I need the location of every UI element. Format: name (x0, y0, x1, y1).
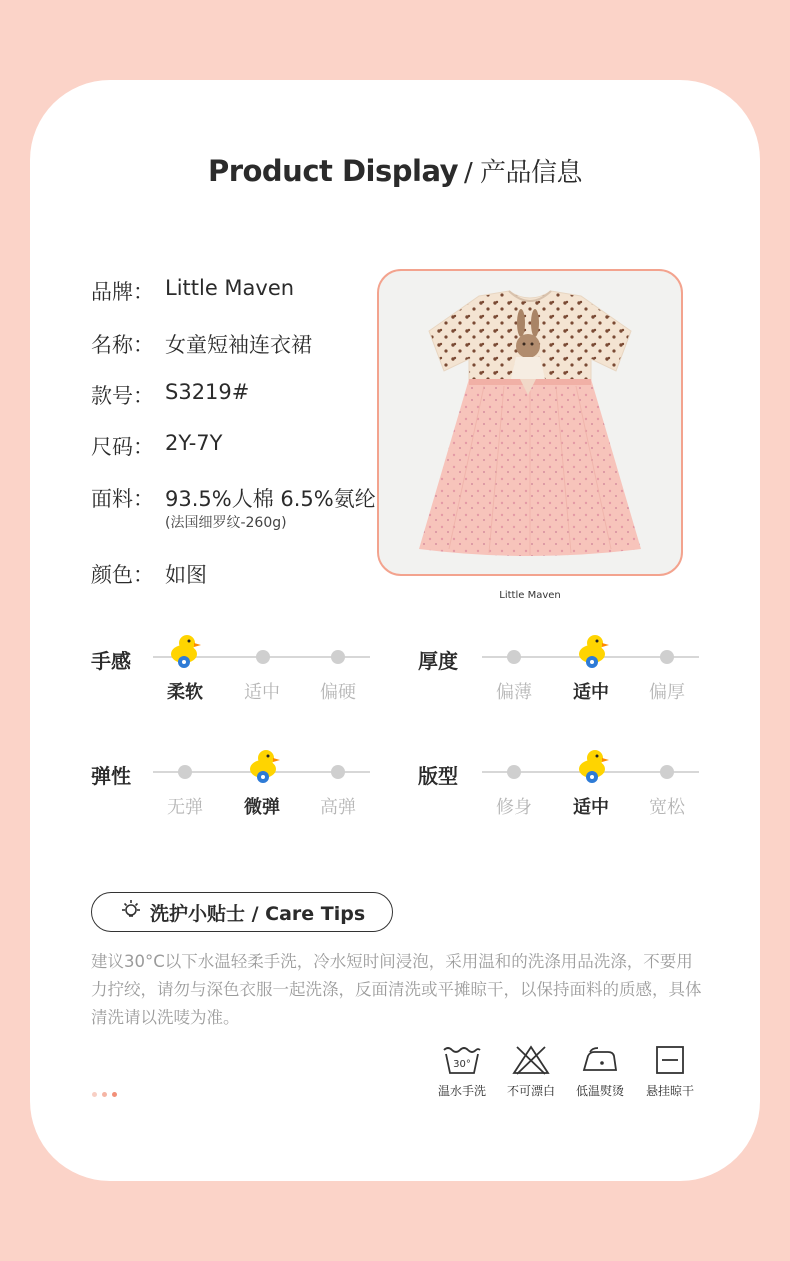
info-value: S3219# (165, 380, 250, 404)
photo-caption: Little Maven (499, 590, 561, 601)
page-indicator (92, 1092, 117, 1097)
scale-option: 微弹 (244, 797, 280, 818)
scale-option: 偏硬 (320, 682, 356, 703)
scale-option: 宽松 (649, 797, 685, 818)
scale-option: 适中 (244, 682, 280, 703)
scale-dot (178, 765, 192, 779)
hang-dry-icon (635, 1044, 705, 1099)
scale-dot (256, 650, 270, 664)
duck-marker-icon (576, 632, 612, 670)
scale-dot (507, 765, 521, 779)
scale-dot (331, 765, 345, 779)
title-english: Product Display (207, 154, 459, 188)
info-row-name (91, 329, 312, 359)
wash-temperature: 30° (453, 1059, 471, 1070)
scale-option: 偏薄 (496, 682, 532, 703)
scale-option: 柔软 (167, 682, 203, 703)
scale-dot (331, 650, 345, 664)
scale-dot (660, 650, 674, 664)
wash-30-icon (427, 1044, 497, 1099)
info-row-size (91, 431, 222, 461)
product-photo (377, 269, 683, 576)
care-instructions: 建议30°C以下水温轻柔手洗，冷水短时间浸泡，采用温和的洗涤用品洗涤，不要用力拧绞，请勿与深色衣服一起洗涤，反面清洗或平摊晾干，以保持面料的质感，具体清洗请以洗唛为准。 (91, 952, 702, 1027)
info-value: 女童短袖连衣裙 (165, 333, 312, 357)
info-value: 如图 (165, 563, 207, 587)
scale-dot (660, 765, 674, 779)
scale-option: 适中 (573, 682, 609, 703)
no-bleach-icon (496, 1044, 566, 1099)
info-key: 颜色： (91, 563, 154, 587)
page-dot (102, 1092, 107, 1097)
scale-option: 修身 (496, 797, 532, 818)
care-icon-label: 温水手洗 (437, 1084, 486, 1098)
lightbulb-icon (120, 899, 142, 926)
info-value: 93.5%人棉 6.5%氨纶 (165, 487, 376, 511)
care-icon-label: 低温熨烫 (575, 1084, 624, 1098)
scale-option: 高弹 (320, 797, 356, 818)
scale-dot (507, 650, 521, 664)
info-key: 款号： (91, 384, 154, 408)
scale-label-hand-feel: 手感 (91, 649, 131, 673)
scale-label-fit: 版型 (418, 764, 458, 788)
dress-illustration (379, 271, 681, 574)
info-row-style-number (91, 380, 249, 410)
info-key: 名称： (91, 333, 154, 357)
info-row-color (91, 559, 207, 589)
page-dot (112, 1092, 117, 1097)
scale-label-elasticity: 弹性 (91, 764, 131, 788)
info-row-fabric (91, 483, 376, 513)
title-chinese: / 产品信息 (464, 158, 583, 188)
info-value: Little Maven (165, 276, 295, 300)
scale-option: 无弹 (167, 797, 203, 818)
care-icon-label: 不可漂白 (506, 1084, 555, 1098)
info-key: 品牌： (91, 280, 154, 304)
info-key: 面料： (91, 487, 154, 511)
scale-option: 适中 (573, 797, 609, 818)
low-iron-icon (565, 1044, 635, 1099)
info-row-brand (91, 276, 294, 306)
info-value: 2Y-7Y (165, 431, 223, 455)
scale-label-thickness: 厚度 (418, 649, 458, 673)
care-tips-title: 洗护小贴士 / Care Tips (150, 902, 366, 925)
duck-marker-icon (576, 747, 612, 785)
duck-marker-icon (247, 747, 283, 785)
fabric-detail: (法国细罗纹-260g) (165, 515, 287, 531)
page-dot (92, 1092, 97, 1097)
page-title (0, 152, 790, 189)
info-key: 尺码： (91, 435, 154, 459)
scale-option: 偏厚 (649, 682, 685, 703)
duck-marker-icon (168, 632, 204, 670)
care-tips-heading (91, 892, 393, 932)
care-icon-label: 悬挂晾干 (645, 1084, 694, 1098)
